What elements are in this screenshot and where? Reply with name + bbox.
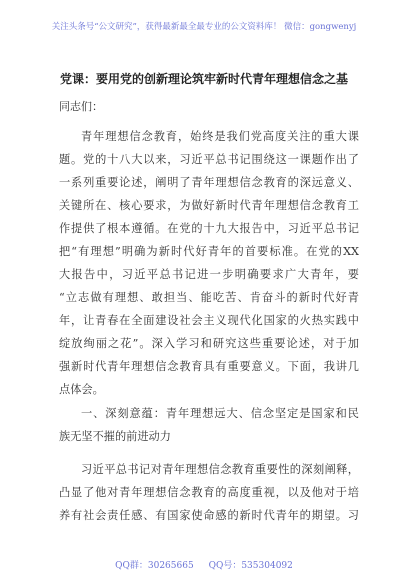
text-line: 一系列重要论述，阐明了青年理想信念教育的深远意义、 [59, 176, 359, 189]
text-line: 一、深刻意蕴：青年理想远大、信念坚定是国家和民 [81, 407, 359, 420]
text-line: 青年理想信念教育，始终是我们党高度关注的重大课 [81, 130, 359, 143]
salutation: 同志们： [59, 100, 103, 113]
text-line: 作提供了根本遵循。在党的十九大报告中，习近平总书记 [59, 222, 359, 235]
text-line: 点体会。 [59, 383, 104, 396]
text-line: 年，让青春在全面建设社会主义现代化国家的火热实践中 [59, 314, 359, 327]
text-line: 题。党的十八大以来，习近平总书记围绕这一课题作出了 [59, 153, 359, 166]
text-line: 养有社会责任感、有国家使命感的新时代青年的期望。习 [59, 509, 359, 522]
paragraph-body [59, 458, 359, 527]
paragraph-intro [59, 125, 359, 401]
text-line: 把“有理想”明确为新时代好青年的首要标准。在党的XX [59, 245, 359, 258]
text-line: 族无坚不摧的前进动力 [59, 430, 171, 443]
section-heading [59, 402, 359, 448]
qq-number-text: QQ号：535304092 [208, 561, 293, 571]
text-line: 大报告中，习近平总书记进一步明确要求广大青年，要 [59, 268, 359, 281]
text-line: 强新时代青年理想信念教育具有重要意义。下面，我讲几 [59, 360, 359, 373]
text-line: 关键所在、核心要求，为做好新时代青年理想信念教育工 [59, 199, 359, 212]
text-line: 绽放绚丽之花”。深入学习和研究这些重要论述，对于加 [59, 337, 359, 350]
text-line: “立志做有理想、敢担当、能吃苦、肯奋斗的新时代好青 [59, 291, 359, 304]
header-notice: 关注头条号“公文研究”，获得最新最全最专业的公文资料库！ 微信：gongwenyj [51, 22, 357, 32]
text-line: 习近平总书记对青年理想信念教育重要性的深刻阐释， [81, 463, 359, 476]
qq-group-text: QQ群：30265665 [115, 561, 194, 571]
document-title: 党课：要用党的创新理论筑牢新时代青年理想信念之基 [59, 72, 348, 86]
footer-contact [0, 560, 408, 572]
text-line: 凸显了他对青年理想信念教育的高度重视，以及他对于培 [59, 486, 359, 499]
